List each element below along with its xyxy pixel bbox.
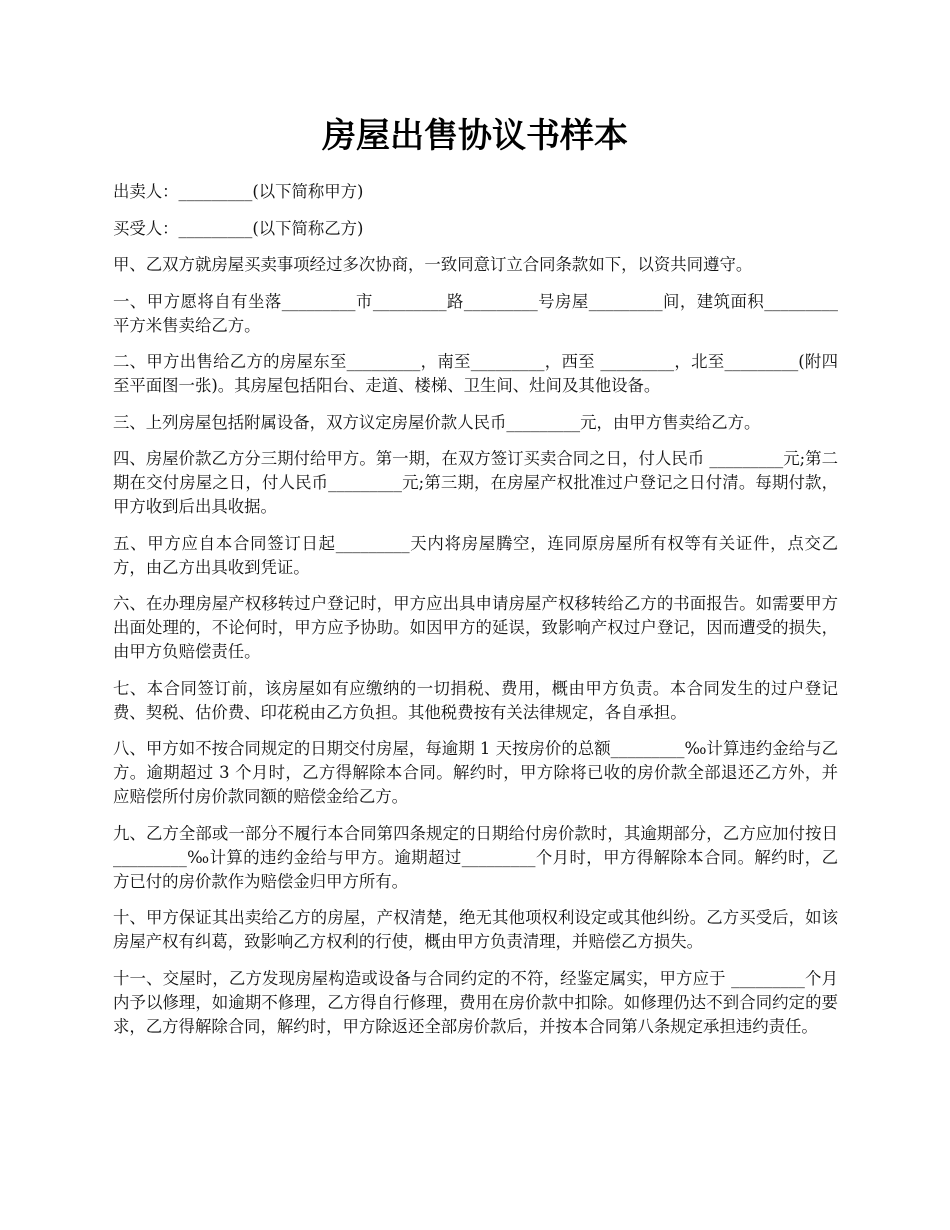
clause-10: 十、甲方保证其出卖给乙方的房屋，产权清楚，绝无其他项权利设定或其他纠纷。乙方买受后，如该房屋产权有纠葛，致影响乙方权利的行使，概由甲方负责清理，并赔偿乙方损失。 — [113, 908, 838, 951]
clause-5: 五、甲方应自本合同签订日起_________天内将房屋腾空，连同原房屋所有权等有关证件，点交乙方，由乙方出具收到凭证。 — [113, 533, 838, 577]
clause-1: 一、甲方愿将自有坐落_________市_________路_________号房屋_________间，建筑面积_________平方米售卖给乙方。 — [113, 291, 838, 335]
clause-2: 二、甲方出售给乙方的房屋东至_________，南至_________，西至 _________，北至_________(附四至平面图一张)。其房屋包括阳台、走道、楼梯、卫生间、灶间及其他设备。 — [113, 352, 838, 395]
clause-8: 八、甲方如不按合同规定的日期交付房屋，每逾期 1 天按房价的总额_________‰计算违约金给与乙方。逾期超过 3 个月时，乙方得解除本合同。解约时，甲方除将已收的房价款全部退还乙方外，并应赔偿所付房价款同额的赔偿金给乙方。 — [113, 739, 838, 806]
document-body — [113, 180, 838, 1051]
seller-line: 出卖人：_________(以下简称甲方) — [113, 182, 364, 201]
clause-4: 四、房屋价款乙方分三期付给甲方。第一期，在双方签订买卖合同之日，付人民币 _________元;第二期在交付房屋之日，付人民币_________元;第三期，在房屋产权批准过户登记之日付清。每期付款，甲方收到后出具收据。 — [113, 449, 838, 516]
clause-9: 九、乙方全部或一部分不履行本合同第四条规定的日期给付房价款时，其逾期部分，乙方应加付按日_________‰计算的违约金给与甲方。逾期超过_________个月时，甲方得解除本合同。解约时，乙方已付的房价款作为赔偿金归甲方所有。 — [113, 823, 838, 891]
clause-7: 七、本合同签订前，该房屋如有应缴纳的一切捐税、费用，概由甲方负责。本合同发生的过户登记费、契税、估价费、印花税由乙方负担。其他税费按有关法律规定，各自承担。 — [113, 678, 838, 722]
buyer-line: 买受人：_________(以下简称乙方) — [113, 218, 364, 238]
preamble-paragraph: 甲、乙双方就房屋买卖事项经过多次协商，一致同意订立合同条款如下，以资共同遵守。 — [113, 255, 753, 274]
document-title: 房屋出售协议书样本 — [322, 116, 628, 156]
clause-6: 六、在办理房屋产权移转过户登记时，甲方应出具申请房屋产权移转给乙方的书面报告。如需要甲方出面处理的，不论何时，甲方应予协助。如因甲方的延误，致影响产权过户登记，因而遭受的损失，由甲方负赔偿责任。 — [113, 594, 838, 661]
clause-3: 三、上列房屋包括附属设备，双方议定房屋价款人民币_________元，由甲方售卖给乙方。 — [113, 412, 761, 432]
clause-11: 十一、交屋时，乙方发现房屋构造或设备与合同约定的不符，经鉴定属实，甲方应于 _________个月内予以修理，如逾期不修理，乙方得自行修理，费用在房价款中扣除。如修理仍达不到合同约定的要求，乙方得解除合同，解约时，甲方除返还全部房价款后，并按本合同第八条规定承担违约责任。 — [113, 968, 838, 1036]
